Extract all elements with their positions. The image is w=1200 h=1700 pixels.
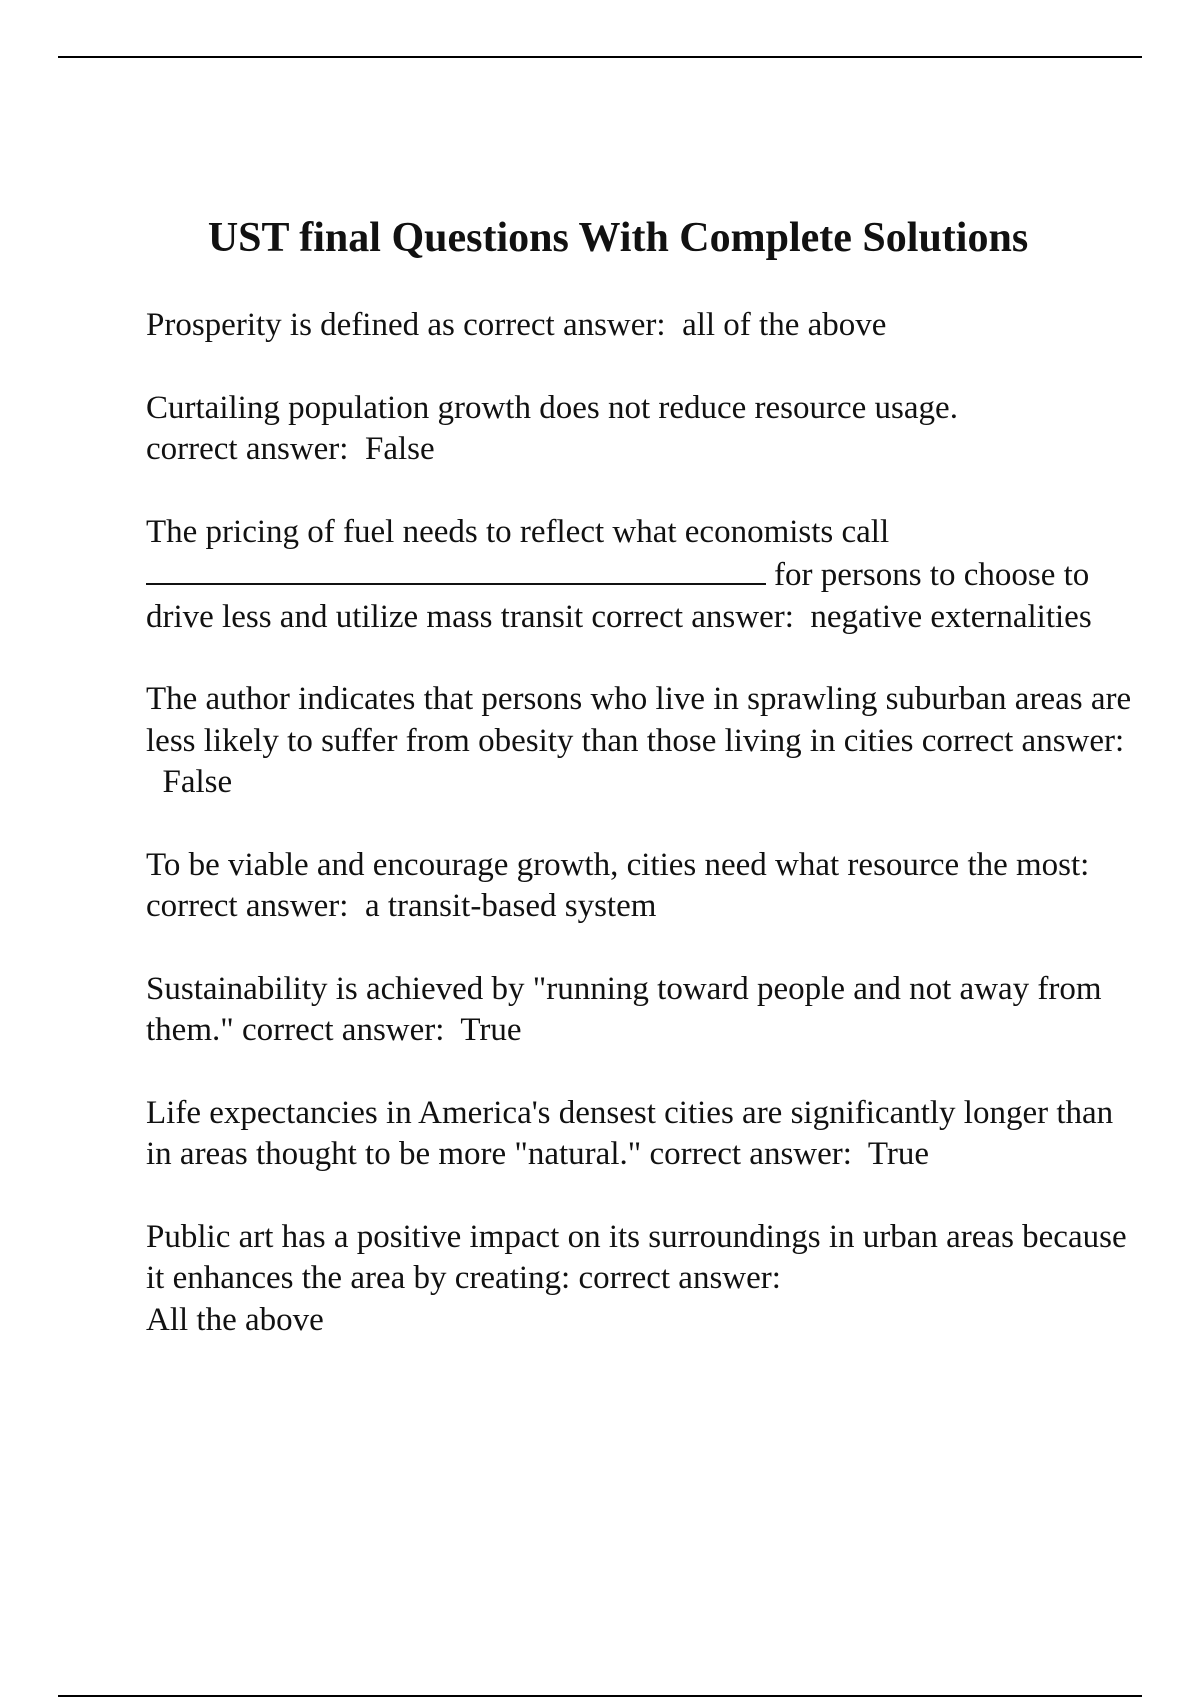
- list-item: [146, 845, 1146, 928]
- bottom-divider: [58, 1695, 1142, 1697]
- answer-prefix: correct answer:: [649, 1136, 852, 1172]
- page-title: UST final Questions With Complete Solutions: [207, 215, 1029, 261]
- list-item: [146, 969, 1146, 1052]
- list-item: [146, 512, 1146, 639]
- answer-text: False: [162, 764, 233, 800]
- top-divider: [58, 56, 1142, 58]
- question-text: To be viable and encourage growth, cities need what resource the most:: [146, 846, 1090, 883]
- answer-text: All the above: [146, 1301, 324, 1338]
- answer-text: negative externalities: [810, 598, 1092, 635]
- list-item: [146, 305, 1146, 347]
- question-text: Life expectancies in America's densest cities are significantly longer than in areas thought to be more "natural.": [146, 1094, 1114, 1172]
- answer-text: False: [364, 431, 435, 467]
- list-item: [146, 1093, 1146, 1176]
- list-item: [146, 679, 1146, 804]
- list-item: [146, 1217, 1146, 1342]
- answer-text: a transit-based system: [364, 888, 657, 924]
- answer-text: True: [867, 1136, 929, 1172]
- question-text-continued: for persons to choose to drive less and utilize mass transit: [146, 557, 1090, 635]
- answer-prefix: correct answer:: [146, 888, 349, 924]
- question-text: The author indicates that persons who live in sprawling suburban areas are less likely to suffer from obesity than those living in cities: [146, 681, 1132, 759]
- answer-prefix: correct answer:: [241, 1012, 445, 1048]
- question-text: Prosperity is defined as: [146, 307, 455, 343]
- answer-prefix: correct answer:: [578, 1260, 781, 1296]
- answer-prefix: correct answer:: [921, 722, 1125, 759]
- answer-prefix: correct answer:: [591, 598, 794, 635]
- question-text: The pricing of fuel needs to reflect what economists call: [146, 513, 890, 550]
- answer-text: all of the above: [682, 307, 887, 343]
- answer-text: True: [460, 1012, 522, 1048]
- answer-prefix: correct answer:: [146, 431, 349, 467]
- question-text: Public art has a positive impact on its surroundings in urban areas because it enhances the area by creating:: [146, 1218, 1127, 1296]
- question-text: Curtailing population growth does not reduce resource usage.: [146, 389, 958, 426]
- question-list: [146, 305, 1146, 1382]
- question-text: Sustainability is achieved by "running toward people and not away from them.": [146, 970, 1102, 1048]
- answer-prefix: correct answer:: [463, 307, 666, 343]
- fill-in-blank-line: [146, 553, 766, 585]
- list-item: [146, 388, 1146, 471]
